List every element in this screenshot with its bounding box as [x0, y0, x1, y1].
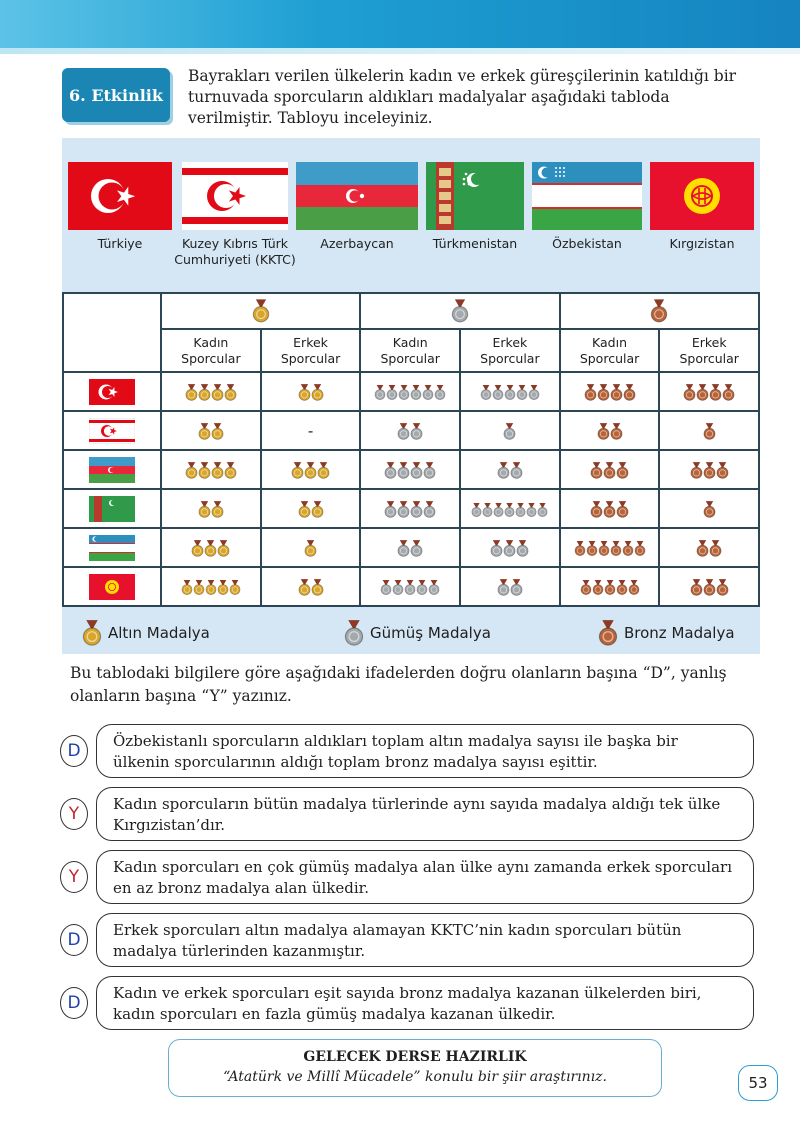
bronze-medal-cell: [659, 411, 759, 450]
flag-icon: [89, 535, 135, 561]
silver-medal-icon: [398, 382, 410, 401]
answer-circle[interactable]: [60, 798, 88, 830]
silver-medal-icon: [480, 382, 492, 401]
page-number: 53: [738, 1065, 778, 1101]
gold-medal-icon: [211, 460, 224, 479]
gold-medal-cell: [261, 372, 361, 411]
country-label-kktc: Kuzey Kıbrıs Türk Cumhuriyeti (KKTC): [174, 236, 296, 267]
bronze-medal-icon: [683, 382, 696, 401]
gold-medal-icon: [304, 460, 317, 479]
statement-2: [96, 787, 754, 841]
gold-medal-icon: [211, 382, 224, 401]
silver-medal-icon: [451, 301, 469, 320]
gold-medal-icon: [229, 577, 241, 596]
silver-medal-icon: [410, 538, 423, 557]
bronze-medal-icon: [703, 421, 716, 440]
silver-medal-icon: [503, 538, 516, 557]
legend-gold-label: Altın Madalya: [108, 624, 210, 642]
silver-medal-icon: [428, 577, 440, 596]
bronze-medal-cell: [560, 411, 660, 450]
silver-medal-icon: [497, 577, 510, 596]
silver-medal-icon: [404, 577, 416, 596]
silver-medal-icon: [410, 421, 423, 440]
gold-medal-cell: [161, 567, 261, 606]
table-corner: [63, 293, 161, 372]
silver-medal-icon: [397, 460, 410, 479]
bronze-medal-icon: [690, 460, 703, 479]
gold-medal-icon: [185, 460, 198, 479]
gold-medal-icon: [82, 620, 102, 646]
country-label-turkmenistan: Türkmenistan: [432, 236, 518, 251]
flag-icon: [89, 496, 135, 522]
bronze-medal-cell: [560, 528, 660, 567]
silver-medal-cell: [360, 528, 460, 567]
gold-medal-icon: [304, 538, 317, 557]
bronze-medal-cell: [560, 567, 660, 606]
bronze-medal-cell: [659, 567, 759, 606]
bronze-medal-cell: [560, 372, 660, 411]
table-row: [63, 372, 759, 411]
answer-circle[interactable]: [60, 987, 88, 1019]
flag-kyrgyzstan: [650, 162, 754, 230]
bronze-medal-icon: [610, 421, 623, 440]
subheader-men: Erkek Sporcular: [460, 329, 560, 372]
gold-medal-cell: [261, 489, 361, 528]
subheader-women: Kadın Sporcular: [161, 329, 261, 372]
flag-azerbaijan: [296, 162, 418, 230]
header-gold: [161, 293, 360, 329]
silver-medal-icon: [493, 499, 504, 518]
silver-medal-icon: [510, 460, 523, 479]
empty-medal-cell: [261, 411, 361, 450]
statement-text: Kadın sporcuları en çok gümüş madalya alan ülke aynı zamanda erkek sporcuları en az bronz madalya alan ülkedir.: [113, 858, 732, 897]
country-label-azerbaijan: Azerbaycan: [320, 236, 394, 251]
bronze-medal-icon: [616, 460, 629, 479]
bronze-medal-icon: [597, 382, 610, 401]
silver-medal-icon: [410, 460, 423, 479]
answer-circle[interactable]: [60, 735, 88, 767]
bronze-medal-icon: [634, 538, 646, 557]
bronze-medal-icon: [592, 577, 604, 596]
gold-medal-cell: [161, 411, 261, 450]
gold-medal-icon: [211, 499, 224, 518]
flag-turkmenistan: [426, 162, 524, 230]
bronze-medal-cell: [659, 450, 759, 489]
flag-uzbekistan: [532, 162, 642, 230]
legend-bronze: [598, 616, 735, 650]
gold-medal-cell: [161, 489, 261, 528]
gold-medal-icon: [198, 382, 211, 401]
gold-medal-icon: [298, 499, 311, 518]
silver-medal-cell: [360, 450, 460, 489]
bronze-medal-icon: [590, 499, 603, 518]
silver-medal-icon: [422, 382, 434, 401]
answer-mark: D: [67, 741, 81, 761]
gold-medal-icon: [204, 538, 217, 557]
bronze-medal-icon: [610, 538, 622, 557]
gold-medal-icon: [311, 577, 324, 596]
silver-medal-icon: [504, 382, 516, 401]
answer-mark: D: [67, 993, 81, 1013]
subheader-women: Kadın Sporcular: [360, 329, 460, 372]
gold-medal-cell: [161, 528, 261, 567]
gold-medal-icon: [224, 460, 237, 479]
silver-medal-icon: [482, 499, 493, 518]
bronze-medal-icon: [716, 460, 729, 479]
gold-medal-cell: [261, 450, 361, 489]
bronze-medal-icon: [623, 382, 636, 401]
legend-gold: [82, 616, 210, 650]
header-bronze: [560, 293, 759, 329]
bronze-medal-icon: [722, 382, 735, 401]
silver-medal-icon: [384, 460, 397, 479]
silver-medal-cell: [460, 450, 560, 489]
statement-text: Kadın sporcuların bütün madalya türlerinde aynı sayıda madalya aldığı tek ülke Kırgızistan’dır.: [113, 795, 721, 834]
flag-icon: [89, 379, 135, 405]
silver-medal-cell: [360, 372, 460, 411]
silver-medal-icon: [384, 499, 397, 518]
silver-medal-icon: [423, 499, 436, 518]
table-row: [63, 411, 759, 450]
bronze-medal-icon: [584, 382, 597, 401]
gold-medal-icon: [252, 301, 270, 320]
silver-medal-icon: [526, 499, 537, 518]
silver-medal-icon: [392, 577, 404, 596]
country-label-uzbekistan: Özbekistan: [552, 236, 622, 251]
table-row: [63, 567, 759, 606]
silver-medal-icon: [504, 499, 515, 518]
answer-circle[interactable]: [60, 861, 88, 893]
bronze-medal-icon: [598, 620, 618, 646]
gold-medal-icon: [217, 538, 230, 557]
silver-medal-icon: [397, 421, 410, 440]
bronze-medal-cell: [560, 489, 660, 528]
next-lesson-title: GELECEK DERSE HAZIRLIK: [303, 1049, 527, 1065]
silver-medal-icon: [380, 577, 392, 596]
silver-medal-icon: [410, 382, 422, 401]
task-instruction: Bu tablodaki bilgilere göre aşağıdaki ifadelerden doğru olanların başına “D”, yanlış olanların başına “Y” yazınız.: [70, 664, 727, 705]
bronze-medal-icon: [586, 538, 598, 557]
gold-medal-icon: [181, 577, 193, 596]
bronze-medal-icon: [603, 499, 616, 518]
gold-medal-icon: [291, 460, 304, 479]
statement-5: [96, 976, 754, 1030]
activity-intro: Bayrakları verilen ülkelerin kadın ve erkek güreşçilerinin katıldığı bir turnuvada sporcuların aldıkları madalyalar aşağıdaki tabloda verilmiştir. Tabloyu inceleyiniz.: [188, 67, 737, 127]
bronze-medal-icon: [650, 301, 668, 320]
gold-medal-cell: [261, 567, 361, 606]
silver-medal-icon: [397, 538, 410, 557]
silver-medal-cell: [360, 489, 460, 528]
bronze-medal-icon: [590, 460, 603, 479]
bronze-medal-cell: [659, 489, 759, 528]
silver-medal-icon: [497, 460, 510, 479]
country-label-kyrgyzstan: Kırgızistan: [669, 236, 735, 251]
gold-medal-icon: [198, 421, 211, 440]
row-flag-cell: [63, 567, 161, 606]
silver-medal-icon: [434, 382, 446, 401]
gold-medal-cell: [161, 450, 261, 489]
statement-1: [96, 724, 754, 778]
bronze-medal-icon: [604, 577, 616, 596]
flag-icon: [89, 418, 135, 444]
empty-dash: -: [307, 421, 314, 440]
row-flag-cell: [63, 372, 161, 411]
statement-text: Kadın ve erkek sporcuları eşit sayıda bronz madalya kazanan ülkelerden biri, kadın sporcuları en fazla gümüş madalya kazanan ülkedir.: [113, 984, 702, 1023]
statement-text: Erkek sporcuları altın madalya alamayan KKTC’nin kadın sporcuları bütün madalya türlerinden kazanmıştır.: [113, 921, 682, 960]
medal-table: [62, 292, 760, 607]
silver-medal-icon: [492, 382, 504, 401]
legend-silver-label: Gümüş Madalya: [370, 624, 491, 642]
silver-medal-icon: [397, 499, 410, 518]
silver-medal-icon: [344, 620, 364, 646]
silver-medal-icon: [410, 499, 423, 518]
next-lesson-text: “Atatürk ve Millî Mücadele” konulu bir şiir araştırınız.: [223, 1069, 607, 1085]
bronze-medal-icon: [616, 499, 629, 518]
subheader-men: Erkek Sporcular: [659, 329, 759, 372]
silver-medal-icon: [510, 577, 523, 596]
bronze-medal-icon: [703, 577, 716, 596]
gold-medal-icon: [185, 382, 198, 401]
row-flag-cell: [63, 411, 161, 450]
bronze-medal-cell: [560, 450, 660, 489]
gold-medal-icon: [198, 460, 211, 479]
row-flag-cell: [63, 489, 161, 528]
silver-medal-cell: [460, 528, 560, 567]
row-flag-cell: [63, 450, 161, 489]
silver-medal-icon: [490, 538, 503, 557]
statement-text: Özbekistanlı sporcuların aldıkları toplam altın madalya sayısı ile başka bir ülkenin sporcularının aldığı toplam bronz madalya sayısı eşittir.: [113, 732, 678, 771]
gold-medal-cell: [161, 372, 261, 411]
bronze-medal-icon: [597, 421, 610, 440]
silver-medal-icon: [471, 499, 482, 518]
answer-circle[interactable]: [60, 924, 88, 956]
bronze-medal-cell: [659, 528, 759, 567]
bronze-medal-icon: [628, 577, 640, 596]
subheader-men: Erkek Sporcular: [261, 329, 361, 372]
activity-badge: 6. Etkinlik: [62, 68, 170, 122]
gold-medal-icon: [193, 577, 205, 596]
gold-medal-icon: [311, 382, 324, 401]
silver-medal-cell: [360, 567, 460, 606]
legend-bronze-label: Bronz Madalya: [624, 624, 735, 642]
subheader-women: Kadın Sporcular: [560, 329, 660, 372]
silver-medal-icon: [416, 577, 428, 596]
gold-medal-icon: [205, 577, 217, 596]
silver-medal-icon: [386, 382, 398, 401]
silver-medal-cell: [460, 411, 560, 450]
bronze-medal-icon: [574, 538, 586, 557]
silver-medal-cell: [360, 411, 460, 450]
bronze-medal-icon: [709, 382, 722, 401]
gold-medal-icon: [298, 382, 311, 401]
table-row: [63, 528, 759, 567]
bronze-medal-icon: [690, 577, 703, 596]
medal-panel: [62, 138, 760, 654]
gold-medal-icon: [211, 421, 224, 440]
statement-4: [96, 913, 754, 967]
silver-medal-icon: [374, 382, 386, 401]
gold-medal-icon: [191, 538, 204, 557]
gold-medal-icon: [224, 382, 237, 401]
bronze-medal-icon: [703, 499, 716, 518]
silver-medal-icon: [537, 499, 548, 518]
silver-medal-icon: [528, 382, 540, 401]
bronze-medal-icon: [616, 577, 628, 596]
table-row: [63, 489, 759, 528]
row-flag-cell: [63, 528, 161, 567]
answer-mark: D: [67, 930, 81, 950]
flag-icon: [89, 574, 135, 600]
bronze-medal-cell: [659, 372, 759, 411]
gold-medal-cell: [261, 528, 361, 567]
flag-turkey: [68, 162, 172, 230]
bronze-medal-icon: [696, 538, 709, 557]
silver-medal-icon: [516, 538, 529, 557]
flag-icon: [89, 457, 135, 483]
silver-medal-cell: [460, 372, 560, 411]
table-row: [63, 450, 759, 489]
statement-3: [96, 850, 754, 904]
silver-medal-icon: [423, 460, 436, 479]
top-banner: [0, 0, 800, 48]
bronze-medal-icon: [696, 382, 709, 401]
gold-medal-icon: [217, 577, 229, 596]
silver-medal-icon: [503, 421, 516, 440]
answer-mark: Y: [68, 867, 80, 887]
header-silver: [360, 293, 559, 329]
next-lesson-box: [168, 1039, 662, 1097]
country-label-turkey: Türkiye: [97, 236, 143, 251]
gold-medal-icon: [198, 499, 211, 518]
bronze-medal-icon: [598, 538, 610, 557]
gold-medal-icon: [311, 499, 324, 518]
silver-medal-icon: [516, 382, 528, 401]
bronze-medal-icon: [622, 538, 634, 557]
answer-mark: Y: [68, 804, 80, 824]
bronze-medal-icon: [603, 460, 616, 479]
bronze-medal-icon: [580, 577, 592, 596]
bronze-medal-icon: [703, 460, 716, 479]
bronze-medal-icon: [709, 538, 722, 557]
gold-medal-icon: [298, 577, 311, 596]
silver-medal-icon: [515, 499, 526, 518]
bronze-medal-icon: [716, 577, 729, 596]
flag-kktc: [182, 162, 288, 230]
silver-medal-cell: [460, 489, 560, 528]
legend-silver: [344, 616, 491, 650]
silver-medal-cell: [460, 567, 560, 606]
gold-medal-icon: [317, 460, 330, 479]
bronze-medal-icon: [610, 382, 623, 401]
